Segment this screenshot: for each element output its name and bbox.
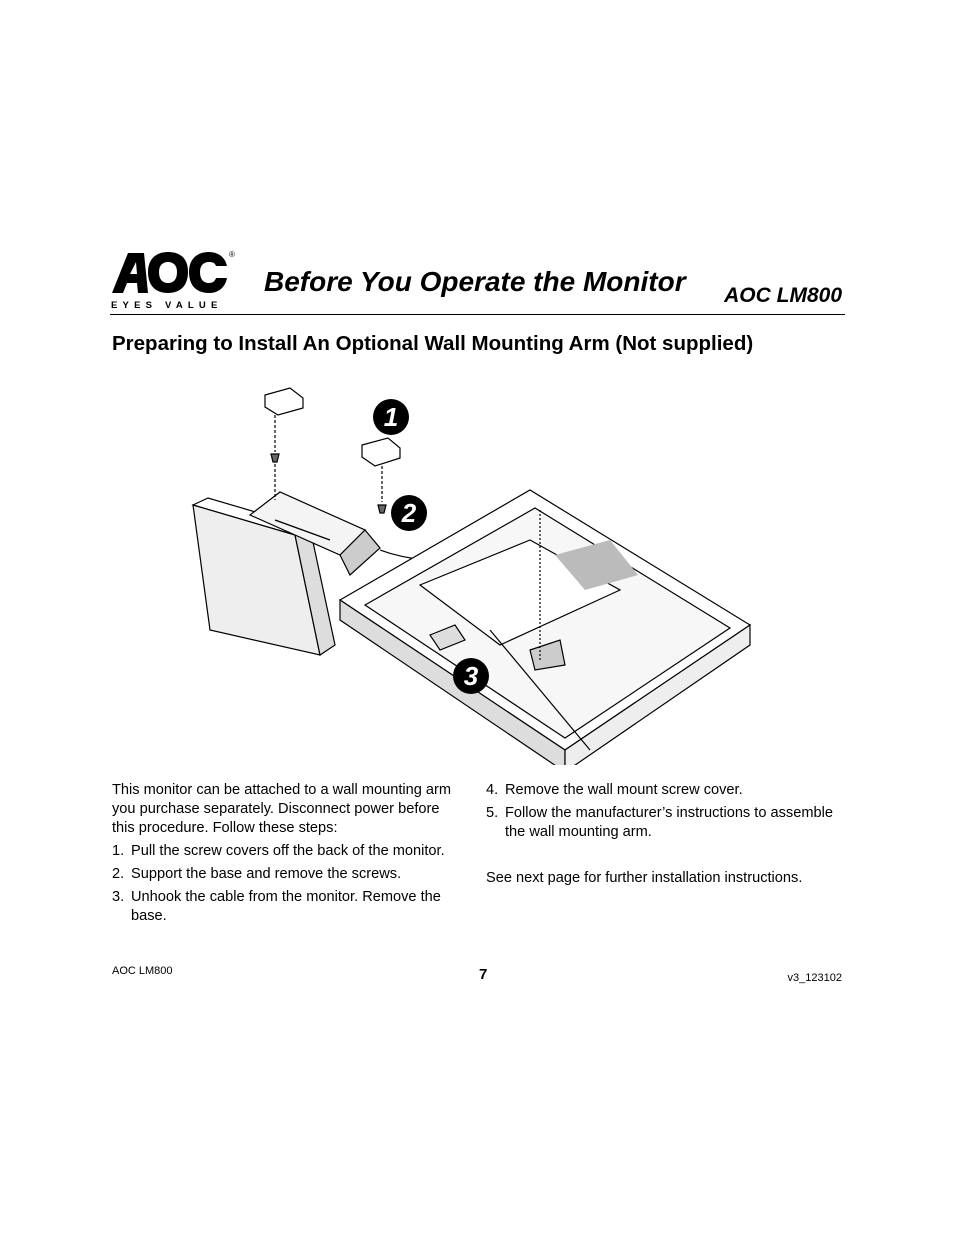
list-item xyxy=(486,804,846,842)
step-text: Support the base and remove the screws. xyxy=(131,866,402,882)
step-2-label: 2 xyxy=(401,498,417,528)
step-1-label: 1 xyxy=(383,402,399,432)
aoc-logo xyxy=(110,250,240,312)
step-text: Follow the manufacturer’s instructions to assemble the wall mounting arm. xyxy=(505,805,833,840)
step-number: 5. xyxy=(486,805,499,821)
instructions-right-column xyxy=(486,781,846,892)
steps-list-part-2 xyxy=(486,781,846,842)
list-item xyxy=(112,842,457,861)
wall-mount-illustration xyxy=(190,380,760,765)
instructions-left-column xyxy=(112,781,457,930)
page-title: Before You Operate the Monitor xyxy=(264,266,686,297)
list-item xyxy=(112,888,457,926)
step-3-label: 3 xyxy=(463,661,479,691)
step-1-badge xyxy=(373,399,409,435)
model-name: AOC LM800 xyxy=(724,284,842,307)
step-text: Pull the screw covers off the back of the monitor. xyxy=(131,843,445,859)
step-number: 2. xyxy=(112,866,125,882)
step-3-badge xyxy=(453,658,489,694)
list-item xyxy=(486,781,846,800)
header-divider xyxy=(110,314,845,315)
footer-version: v3_123102 xyxy=(787,972,842,984)
list-item xyxy=(112,865,457,884)
page-number: 7 xyxy=(479,966,488,983)
step-text: Remove the wall mount screw cover. xyxy=(505,782,743,798)
footer-model: AOC LM800 xyxy=(112,965,173,977)
step-number: 4. xyxy=(486,782,499,798)
step-number: 1. xyxy=(112,843,125,859)
aoc-logo-mark xyxy=(110,250,228,294)
monitor-disassembly-diagram xyxy=(190,380,760,765)
next-page-note: See next page for further installation instructions. xyxy=(486,870,803,886)
step-text: Unhook the cable from the monitor. Remove the base. xyxy=(131,889,441,924)
registered-mark: ® xyxy=(229,250,235,259)
step-number: 3. xyxy=(112,889,125,905)
step-2-badge xyxy=(391,495,427,531)
section-heading: Preparing to Install An Optional Wall Mounting Arm (Not supplied) xyxy=(112,332,754,355)
logo-tagline: EYES VALUE xyxy=(111,300,223,311)
steps-list-part-1 xyxy=(112,842,457,926)
intro-paragraph: This monitor can be attached to a wall mounting arm you purchase separately. Disconnect power before this procedure. Follow these steps: xyxy=(112,782,452,836)
